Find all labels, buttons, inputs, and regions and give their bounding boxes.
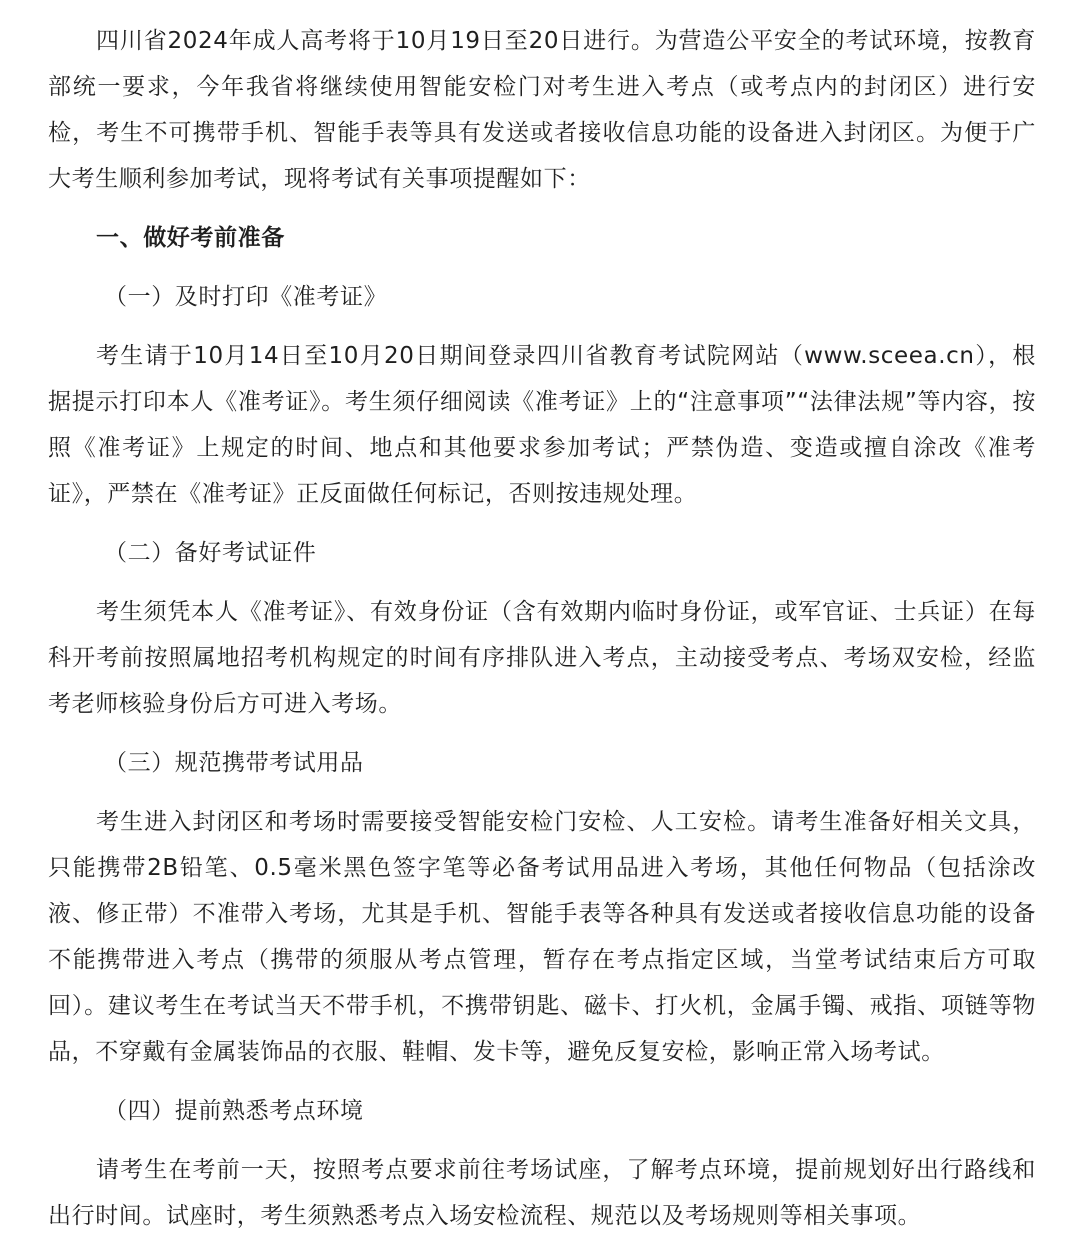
article-body — [48, 18, 1036, 1239]
subheading-prepare-id-documents: （二）备好考试证件 — [104, 540, 317, 566]
paragraph-familiarize-venue: 请考生在考前一天，按照考点要求前往考场试座，了解考点环境，提前规划好出行路线和出行时间。试座时，考生须熟悉考点入场安检流程、规范以及考场规则等相关事项。 — [48, 1157, 1036, 1229]
subheading-exam-supplies: （三）规范携带考试用品 — [104, 750, 364, 776]
subheading-familiarize-venue: （四）提前熟悉考点环境 — [104, 1098, 364, 1124]
subheading-print-admission-ticket: （一）及时打印《准考证》 — [104, 284, 388, 310]
paragraph-exam-supplies: 考生进入封闭区和考场时需要接受智能安检门安检、人工安检。请考生准备好相关文具，只能携带2B铅笔、0.5毫米黑色签字笔等必备考试用品进入考场，其他任何物品（包括涂改液、修正带）不准带入考场，尤其是手机、智能手表等各种具有发送或者接收信息功能的设备不能携带进入考点（携带的须服从考点管理，暂存在考点指定区域，当堂考试结束后方可取回）。建议考生在考试当天不带手机，不携带钥匙、磁卡、打火机，金属手镯、戒指、项链等物品，不穿戴有金属装饰品的衣服、鞋帽、发卡等，避免反复安检，影响正常入场考试。 — [48, 809, 1036, 1065]
section-heading-prepare: 一、做好考前准备 — [96, 225, 285, 251]
paragraph-print-admission-ticket: 考生请于10月14日至10月20日期间登录四川省教育考试院网站（www.sceea.cn），根据提示打印本人《准考证》。考生须仔细阅读《准考证》上的“注意事项”“法律法规”等内容，按照《准考证》上规定的时间、地点和其他要求参加考试；严禁伪造、变造或擅自涂改《准考证》，严禁在《准考证》正反面做任何标记，否则按违规处理。 — [48, 343, 1036, 507]
paragraph-prepare-id-documents: 考生须凭本人《准考证》、有效身份证（含有效期内临时身份证，或军官证、士兵证）在每科开考前按照属地招考机构规定的时间有序排队进入考点，主动接受考点、考场双安检，经监考老师核验身份后方可进入考场。 — [48, 599, 1036, 717]
intro-paragraph: 四川省2024年成人高考将于10月19日至20日进行。为营造公平安全的考试环境，按教育部统一要求，今年我省将继续使用智能安检门对考生进入考点（或考点内的封闭区）进行安检，考生不可携带手机、智能手表等具有发送或者接收信息功能的设备进入封闭区。为便于广大考生顺利参加考试，现将考试有关事项提醒如下： — [48, 28, 1036, 192]
